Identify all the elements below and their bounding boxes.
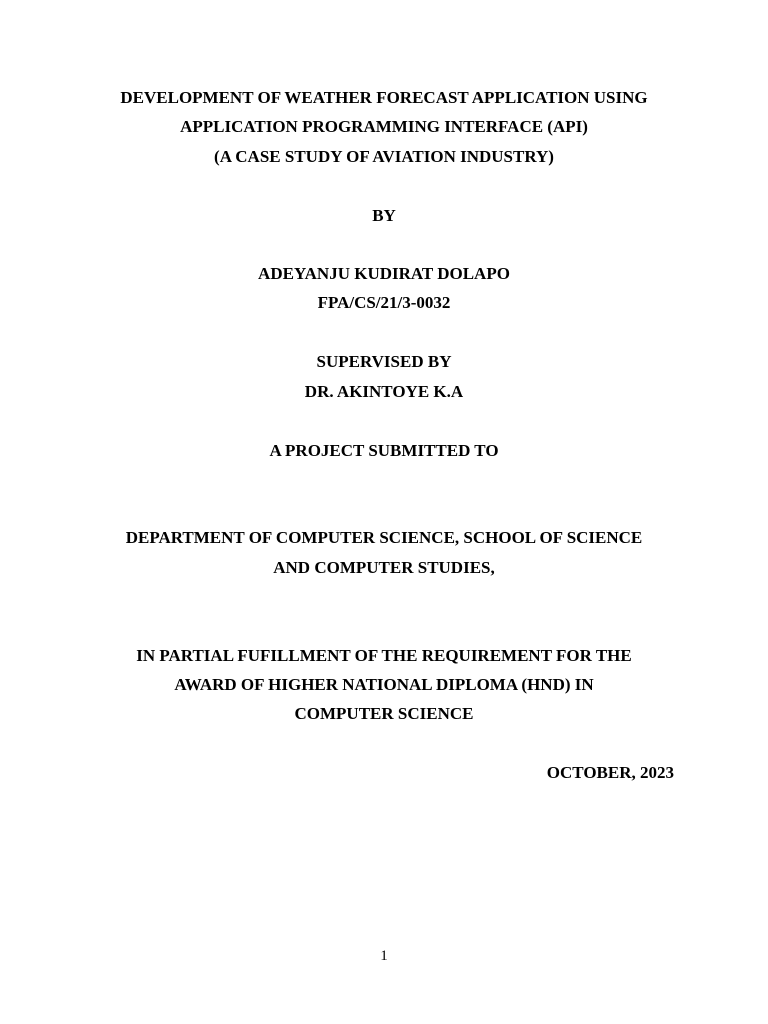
- title-line-1: DEVELOPMENT OF WEATHER FORECAST APPLICATION USING: [120, 88, 648, 107]
- department-line-2: AND COMPUTER STUDIES,: [273, 558, 495, 577]
- author-matric-number: FPA/CS/21/3-0032: [317, 293, 451, 312]
- fulfillment-line-3: COMPUTER SCIENCE: [294, 704, 474, 723]
- title-line-2: APPLICATION PROGRAMMING INTERFACE (API): [180, 117, 588, 136]
- fulfillment-line-2: AWARD OF HIGHER NATIONAL DIPLOMA (HND) IN: [174, 675, 594, 694]
- submission-date: OCTOBER, 2023: [546, 763, 674, 782]
- supervised-by-label: SUPERVISED BY: [316, 352, 452, 371]
- department-line-1: DEPARTMENT OF COMPUTER SCIENCE, SCHOOL OF SCIENCE: [125, 528, 643, 547]
- author-name: ADEYANJU KUDIRAT DOLAPO: [258, 264, 510, 283]
- submitted-to-label: A PROJECT SUBMITTED TO: [269, 441, 499, 460]
- page-number: 1: [380, 948, 388, 964]
- supervisor-name: DR. AKINTOYE K.A: [304, 382, 464, 401]
- fulfillment-line-1: IN PARTIAL FUFILLMENT OF THE REQUIREMENT FOR THE: [136, 646, 632, 665]
- title-line-3: (A CASE STUDY OF AVIATION INDUSTRY): [214, 147, 554, 166]
- by-label: BY: [372, 206, 396, 225]
